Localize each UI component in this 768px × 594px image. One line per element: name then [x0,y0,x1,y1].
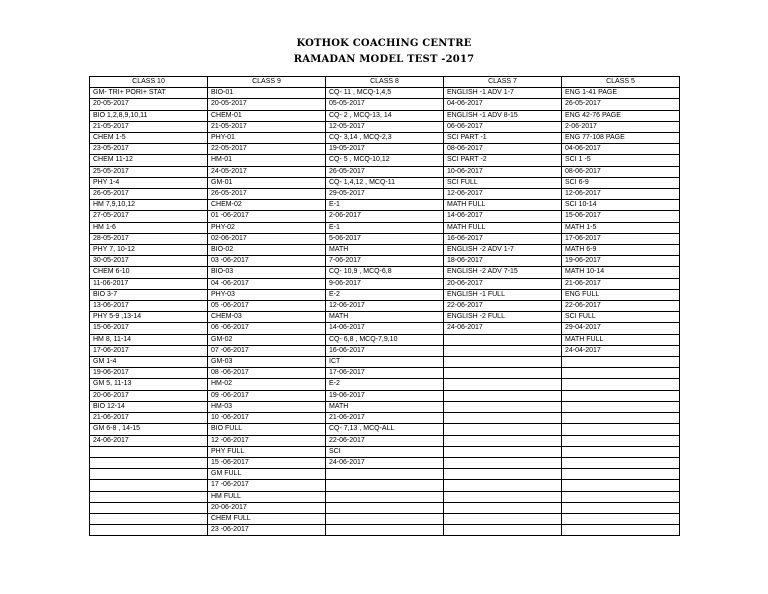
table-cell [90,446,208,457]
table-cell: 21-05-2017 [90,121,208,132]
table-row [90,155,680,166]
table-cell: ENG FULL [562,289,680,300]
table-cell [326,469,444,480]
table-cell: GM-03 [208,357,326,368]
table-cell: MATH FULL [444,200,562,211]
table-cell: BIO 1,2,8,9,10,11 [90,110,208,121]
table-cell [562,457,680,468]
table-cell: SCI 6-9 [562,177,680,188]
table-cell: 01 -06-2017 [208,211,326,222]
table-cell [90,525,208,536]
table-cell: MATH 10-14 [562,267,680,278]
table-cell: 20-06-2017 [90,390,208,401]
table-cell: SCI [326,446,444,457]
table-cell: 13-06-2017 [90,301,208,312]
table-cell: HM-01 [208,155,326,166]
table-cell: 21-06-2017 [90,413,208,424]
table-cell: PHY-03 [208,289,326,300]
table-cell: 17-06-2017 [90,345,208,356]
table-cell: CHEM-03 [208,312,326,323]
table-cell: 20-06-2017 [444,278,562,289]
table-cell: HM 8, 11-14 [90,334,208,345]
table-cell: 18-06-2017 [444,256,562,267]
table-cell: 20-05-2017 [90,99,208,110]
table-cell: 19-05-2017 [326,144,444,155]
table-cell: 21-06-2017 [326,413,444,424]
table-row [90,88,680,99]
table-cell: CHEM-02 [208,200,326,211]
table-cell: 27-05-2017 [90,211,208,222]
table-cell: ENG 1-41 PAGE [562,88,680,99]
table-cell: CHEM FULL [208,513,326,524]
table-cell: BIO-01 [208,88,326,99]
table-cell: ICT [326,357,444,368]
table-cell [444,390,562,401]
table-cell: 03 -06-2017 [208,256,326,267]
table-cell [326,502,444,513]
table-cell [90,457,208,468]
table-cell: CQ- 3,14 , MCQ-2,3 [326,133,444,144]
table-cell: CQ- 11 , MCQ-1,4,5 [326,88,444,99]
table-cell: HM FULL [208,491,326,502]
table-cell: MATH [326,245,444,256]
table-row [90,435,680,446]
table-row [90,233,680,244]
table-row [90,211,680,222]
table-cell: 24-06-2017 [90,435,208,446]
table-cell: 12-06-2017 [326,301,444,312]
table-cell: 10 -06-2017 [208,413,326,424]
table-cell: 26-05-2017 [326,166,444,177]
table-cell [90,502,208,513]
table-cell: SCI 10-14 [562,200,680,211]
table-cell: 25-05-2017 [90,166,208,177]
table-cell [444,424,562,435]
column-header-class-5: CLASS 5 [562,77,680,88]
table-cell: BIO FULL [208,424,326,435]
table-row [90,424,680,435]
table-cell: E-2 [326,289,444,300]
table-cell: 12 -06-2017 [208,435,326,446]
table-cell: E-2 [326,379,444,390]
table-cell: SCI FULL [562,312,680,323]
table-cell [444,480,562,491]
table-cell: CQ- 1,4,12 , MCQ-11 [326,177,444,188]
table-cell [562,469,680,480]
table-cell [444,345,562,356]
table-cell: 06-06-2017 [444,121,562,132]
table-cell: 26-05-2017 [90,189,208,200]
table-cell [562,401,680,412]
table-row [90,278,680,289]
table-cell [326,525,444,536]
table-cell: ENGLISH -2 ADV 7-15 [444,267,562,278]
table-row [90,289,680,300]
table-cell [326,491,444,502]
table-row [90,357,680,368]
table-cell: 22-05-2017 [208,144,326,155]
table-cell: BIO-02 [208,245,326,256]
table-cell: MATH 6-9 [562,245,680,256]
table-row [90,480,680,491]
table-cell: CQ- 7,13 , MCQ-ALL [326,424,444,435]
table-cell [444,368,562,379]
table-cell: 21-06-2017 [562,278,680,289]
table-cell: SCI PART -2 [444,155,562,166]
table-cell [562,525,680,536]
table-cell: SCI FULL [444,177,562,188]
table-cell: 15-06-2017 [90,323,208,334]
table-cell [444,334,562,345]
schedule-table [89,76,680,536]
table-row [90,267,680,278]
table-cell: 12-06-2017 [562,189,680,200]
table-cell: MATH FULL [562,334,680,345]
table-cell [562,368,680,379]
column-header-class-9: CLASS 9 [208,77,326,88]
document-subtitle: RAMADAN MODEL TEST -2017 [293,54,475,65]
table-cell: GM 5, 11-13 [90,379,208,390]
table-row [90,379,680,390]
table-cell: 20-05-2017 [208,99,326,110]
table-cell: ENGLISH -2 ADV 1-7 [444,245,562,256]
table-cell: 15-06-2017 [562,211,680,222]
table-row [90,189,680,200]
table-row [90,334,680,345]
table-row [90,200,680,211]
table-cell: CHEM-01 [208,110,326,121]
table-cell: 06 -06-2017 [208,323,326,334]
table-cell: SCI 1 -5 [562,155,680,166]
table-cell: 30-05-2017 [90,256,208,267]
table-cell: GM 6-8 , 14-15 [90,424,208,435]
table-cell [444,457,562,468]
table-cell [444,502,562,513]
table-row [90,177,680,188]
column-header-class-7: CLASS 7 [444,77,562,88]
table-cell: 14-06-2017 [326,323,444,334]
table-row [90,368,680,379]
table-cell [562,357,680,368]
table-cell: 19-06-2017 [90,368,208,379]
table-cell: GM-02 [208,334,326,345]
table-cell: ENG 42-76 PAGE [562,110,680,121]
table-row [90,446,680,457]
table-row [90,491,680,502]
table-cell [444,401,562,412]
table-cell: 29-05-2017 [326,189,444,200]
table-cell: 26-05-2017 [562,99,680,110]
table-cell: 05 -06-2017 [208,301,326,312]
table-cell: ENGLISH -1 FULL [444,289,562,300]
table-cell: BIO 12-14 [90,401,208,412]
table-cell: CQ- 5 , MCQ-10,12 [326,155,444,166]
table-cell: SCI PART -1 [444,133,562,144]
table-cell: 08 -06-2017 [208,368,326,379]
table-cell: 2-06-2017 [562,121,680,132]
table-cell [562,446,680,457]
table-cell: 17-06-2017 [562,233,680,244]
table-row [90,256,680,267]
table-cell: 19-06-2017 [326,390,444,401]
table-cell: MATH [326,401,444,412]
table-cell: GM FULL [208,469,326,480]
table-row [90,401,680,412]
table-cell [90,491,208,502]
table-cell: CQ- 6,8 , MCQ-7,9,10 [326,334,444,345]
table-row [90,99,680,110]
table-cell [444,491,562,502]
table-row [90,301,680,312]
table-row [90,469,680,480]
table-cell [444,413,562,424]
table-row [90,413,680,424]
table-cell [562,379,680,390]
table-cell: PHY 7, 10-12 [90,245,208,256]
table-cell: GM 1-4 [90,357,208,368]
table-cell [90,469,208,480]
table-cell: 08-06-2017 [444,144,562,155]
table-cell: ENGLISH -1 ADV 8-15 [444,110,562,121]
table-cell: PHY 1-4 [90,177,208,188]
table-cell [562,424,680,435]
table-cell: MATH 1-5 [562,222,680,233]
table-cell: 28-05-2017 [90,233,208,244]
table-row [90,345,680,356]
table-row [90,502,680,513]
table-row [90,312,680,323]
table-cell [326,480,444,491]
table-cell [444,513,562,524]
table-cell [90,480,208,491]
header-row [90,77,680,88]
table-cell: CQ- 2 , MCQ-13, 14 [326,110,444,121]
table-row [90,144,680,155]
table-cell: 24-06-2017 [326,457,444,468]
table-cell: CHEM 1-5 [90,133,208,144]
table-cell: 14-06-2017 [444,211,562,222]
table-cell: E-1 [326,222,444,233]
table-cell [326,513,444,524]
table-cell: ENGLISH -2 FULL [444,312,562,323]
table-cell: BIO-03 [208,267,326,278]
table-cell [562,413,680,424]
table-cell: 21-05-2017 [208,121,326,132]
table-cell: 16-06-2017 [444,233,562,244]
table-cell: 23-05-2017 [90,144,208,155]
table-cell: HM-02 [208,379,326,390]
table-row [90,323,680,334]
table-cell: 22-06-2017 [444,301,562,312]
table-cell: 2-06-2017 [326,211,444,222]
table-row [90,457,680,468]
table-row [90,166,680,177]
column-header-class-8: CLASS 8 [326,77,444,88]
table-cell: CHEM 6-10 [90,267,208,278]
table-cell [562,390,680,401]
table-cell: CQ- 10,9 , MCQ-6,8 [326,267,444,278]
table-cell: HM 7,9,10,12 [90,200,208,211]
table-cell: 29-04-2017 [562,323,680,334]
table-cell [444,525,562,536]
table-cell: GM-01 [208,177,326,188]
table-cell: 15 -06-2017 [208,457,326,468]
table-cell: 24-06-2017 [444,323,562,334]
table-cell: HM 1-6 [90,222,208,233]
table-cell: ENGLISH -1 ADV 1-7 [444,88,562,99]
table-cell: 07 -06-2017 [208,345,326,356]
table-cell: 22-06-2017 [326,435,444,446]
table-cell [444,469,562,480]
table-cell [444,435,562,446]
table-cell: 20-06-2017 [208,502,326,513]
table-cell: 24-04-2017 [562,345,680,356]
table-cell: 24-05-2017 [208,166,326,177]
table-cell: ENG 77-108 PAGE [562,133,680,144]
table-cell: 04-06-2017 [562,144,680,155]
table-cell: 04 -06-2017 [208,278,326,289]
table-cell: PHY-02 [208,222,326,233]
table-cell: 26-05-2017 [208,189,326,200]
table-row [90,110,680,121]
table-cell: MATH FULL [444,222,562,233]
table-row [90,133,680,144]
table-cell: 9-06-2017 [326,278,444,289]
table-row [90,513,680,524]
schedule-body [90,88,680,536]
table-row [90,525,680,536]
table-cell [562,435,680,446]
table-cell: 12-06-2017 [444,189,562,200]
table-row [90,245,680,256]
table-cell: CHEM 11-12 [90,155,208,166]
table-cell: 16-06-2017 [326,345,444,356]
table-cell: BIO 3-7 [90,289,208,300]
table-cell: 02-06-2017 [208,233,326,244]
column-header-class-10: CLASS 10 [90,77,208,88]
table-cell: 19-06-2017 [562,256,680,267]
table-cell [444,357,562,368]
table-cell: HM-03 [208,401,326,412]
table-cell: PHY-01 [208,133,326,144]
document-title: KOTHOK COACHING CENTRE [296,38,472,49]
table-row [90,222,680,233]
table-cell: E-1 [326,200,444,211]
table-cell: 12-05-2017 [326,121,444,132]
table-cell: 05-05-2017 [326,99,444,110]
table-cell: 10-06-2017 [444,166,562,177]
table-cell: PHY 5-9 ,13-14 [90,312,208,323]
table-cell [562,480,680,491]
table-cell: 11-06-2017 [90,278,208,289]
table-cell: 17-06-2017 [326,368,444,379]
table-cell: 17 -06-2017 [208,480,326,491]
table-cell [562,491,680,502]
table-cell: MATH [326,312,444,323]
table-cell [562,513,680,524]
table-cell [562,502,680,513]
table-row [90,390,680,401]
table-cell: 04-06-2017 [444,99,562,110]
table-cell: 5-06-2017 [326,233,444,244]
table-cell: PHY FULL [208,446,326,457]
table-cell [444,379,562,390]
table-cell: GM- TRI+ PORI+ STAT [90,88,208,99]
table-cell [90,513,208,524]
table-cell: 23 -06-2017 [208,525,326,536]
table-cell [444,446,562,457]
table-row [90,121,680,132]
table-cell: 08-06-2017 [562,166,680,177]
table-cell: 09 -06-2017 [208,390,326,401]
table-cell: 7-06-2017 [326,256,444,267]
table-cell: 22-06-2017 [562,301,680,312]
